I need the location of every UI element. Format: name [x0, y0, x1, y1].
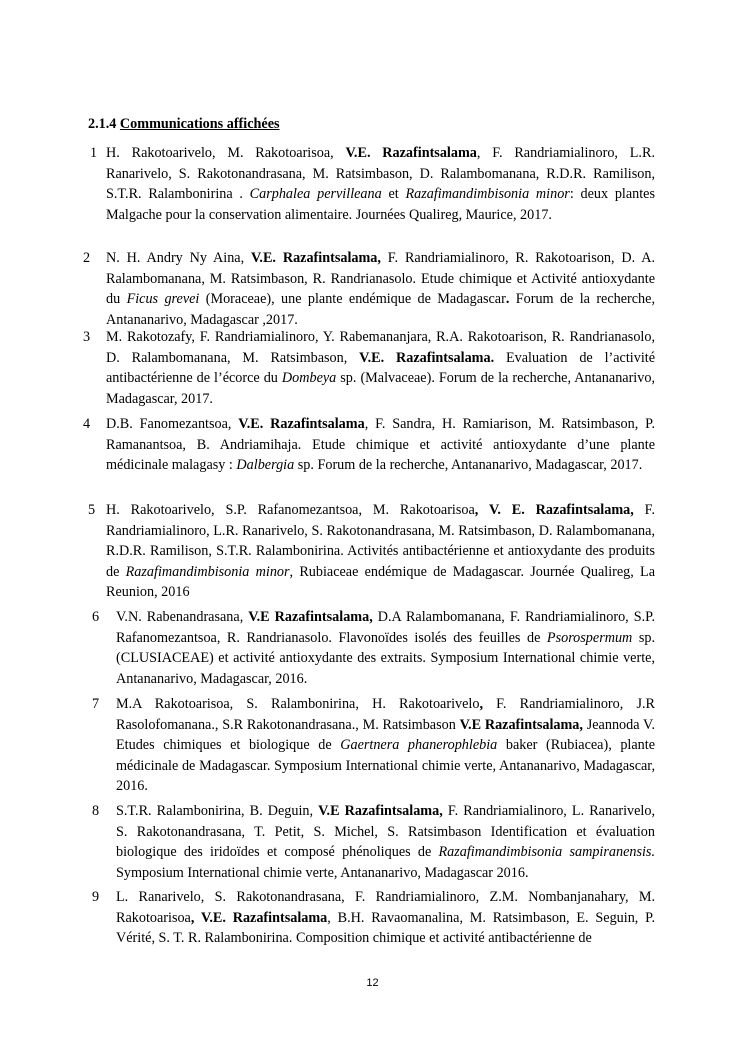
entry-text — [106, 414, 655, 476]
species-name: Razafimandimbisonia minor — [125, 563, 290, 580]
entry-text-run: baker (Rubiacea), plante médicinale de Madagascar. Symposium International chimie verte, Antananarivo, Madagascar, 2016. — [116, 737, 656, 794]
section-number: 2.1.4 — [88, 116, 117, 132]
entry-text-run: Symposium International chimie verte, Antananarivo, Madagascar 2016. — [116, 864, 529, 881]
entry-text-run: , Rubiaceae endémique de Madagascar. Journée Qualireg, La Reunion, 2016 — [106, 563, 655, 600]
author-highlight: V.E. Razafintsalama, — [251, 250, 381, 266]
entry-text-run: Jeannoda V. Etudes chimiques et biologique de — [116, 716, 656, 753]
entry-text-run: sp. (Malvaceae). Forum de la recherche, Antananarivo, Madagascar, 2017. — [106, 370, 655, 407]
species-name: Psorospermum — [546, 629, 633, 646]
entry-text — [106, 248, 655, 330]
entry-text-run: , F. Sandra, H. Ramiarison, M. Ratsimbason, P. Ramanantsoa, B. Andriamihaja. Etude chimique et activité antioxydante d’une plante médicinale malagasy : — [106, 416, 655, 473]
entry-text-run: : deux plantes Malgache pour la conservation alimentaire. Journées Qualireg, Maurice, 2017. — [106, 186, 655, 223]
section-heading — [88, 116, 280, 133]
entry-text-run: sp. (CLUSIACEAE) et activité antioxydante des extraits. Symposium International chimie verte, Antananarivo, Madagascar, 2016. — [116, 629, 655, 687]
author-highlight: V.E. Razafintsalama — [238, 416, 365, 432]
entry-text-run: (Moraceae), une plante endémique de Madagascar — [199, 291, 506, 307]
author-highlight: V.E Razafintsalama, — [459, 716, 583, 733]
entry-text-run: M.A Rakotoarisoa, S. Ralambonirina, H. Rakotoarivelo — [116, 696, 480, 712]
page-number: 12 — [366, 977, 379, 989]
entry-number: 4 — [83, 416, 91, 432]
entry-text-run: F. Randriamialinoro, R. Rakotoarison, D. A. Ralambomanana, M. Ratsimbason, R. Randrianasolo. Etude chimique et Activité antioxydante du — [106, 250, 655, 307]
entry-text-run: F. Randriamialinoro, L.R. Ranarivelo, S. Rakotonandrasana, M. Ratsimbason, D. Ralambomanana, R.D.R. Ramilison, S.T.R. Ralambonirina. Activités antibactérienne et antioxydante des produits de — [106, 502, 655, 580]
entry-number: 2 — [83, 250, 91, 266]
species-name: Carphalea pervilleana — [249, 186, 382, 202]
entry-text-run: N. H. Andry Ny Aina, — [106, 250, 251, 266]
entry-text-run: V.N. Rabenandrasana, — [116, 609, 249, 625]
entry-number: 5 — [88, 502, 96, 518]
entry-text-run: M. Rakotozafy, F. Randriamialinoro, Y. Rabemananjara, R.A. Rakotoarison, R. Randrianasolo, D. Ralambomanana, M. Ratsimbason, — [106, 329, 655, 366]
entry-number: 9 — [92, 889, 100, 905]
entry-text-run: S.T.R. Ralambonirina, B. Deguin, — [116, 803, 319, 819]
entry-number: 7 — [92, 696, 100, 712]
author-highlight: , V.E. Razafintsalama — [190, 909, 328, 926]
entry-number: 1 — [90, 145, 98, 161]
entry-text-run: H. Rakotoarivelo, M. Rakotoarisoa, — [106, 145, 346, 161]
author-highlight: V.E. Razafintsalama — [345, 145, 477, 161]
author-highlight: V.E. Razafintsalama. — [359, 349, 495, 366]
entry-text-run: F. Randriamialinoro, J.R Rasolofomanana., S.R Rakotonandrasana., M. Ratsimbason — [116, 696, 655, 733]
species-name: Dalbergia — [236, 457, 295, 473]
entry-text-run: D.A Ralambomanana, F. Randriamialinoro, S.P. Rafanomezantsoa, R. Randrianasolo. Flavonoïdes isolés des feuilles de — [116, 609, 655, 646]
section-title: Communications affichées — [119, 116, 280, 132]
entry-text-run: sp. Forum de la recherche, Antananarivo, Madagascar, 2017. — [294, 457, 643, 473]
entry-text-run: , F. Randriamialinoro, L.R. Ranarivelo, S. Rakotonandrasana, M. Ratsimbason, D. Ralambomanana, R.D.R. Ramilison, S.T.R. Ralambonirina . — [106, 145, 655, 202]
entry-text — [116, 801, 655, 883]
species-name: Dombeya — [281, 370, 337, 386]
species-name: Gaertnera phanerophlebia — [340, 737, 498, 753]
entry-text-run: Forum de la recherche, Antananarivo, Madagascar ,2017. — [106, 291, 655, 328]
entry-number: 6 — [92, 609, 100, 625]
author-highlight: , V. E. Razafintsalama, — [474, 502, 634, 518]
species-name: Razafimandimbisonia sampiranensis. — [438, 844, 655, 860]
entry-text — [116, 887, 655, 949]
species-name: Ficus grevei — [126, 291, 200, 307]
entry-text-run: F. Randriamialinoro, L. Ranarivelo, S. Rakotonandrasana, T. Petit, S. Michel, S. Ratsimbason Identification et évaluation biologique des iridoïdes et composé phénoliques de — [116, 803, 656, 860]
entry-number: 3 — [83, 329, 91, 345]
entry-text — [106, 327, 655, 409]
entry-text-run: Evaluation de l’activité antibactérienne de l’écorce du — [106, 349, 655, 386]
author-highlight: , — [479, 696, 483, 712]
entry-text — [106, 500, 655, 603]
author-highlight: V.E Razafintsalama, — [248, 609, 373, 625]
entry-text-run: H. Rakotoarivelo, S.P. Rafanomezantsoa, M. Rakotoarisoa — [106, 502, 475, 518]
entry-text — [116, 607, 655, 689]
entry-text — [106, 143, 655, 225]
author-highlight: . — [505, 291, 510, 307]
entry-text-run: et — [381, 186, 406, 202]
species-name: Razafimandimbisonia minor — [405, 186, 570, 202]
entry-text-run: , B.H. Ravaomanalina, M. Ratsimbason, E. Seguin, P. Vérité, S. T. R. Ralambonirina. Composition chimique et activité antibactérienne de — [116, 909, 655, 946]
author-highlight: V.E Razafintsalama, — [318, 803, 443, 819]
entry-text — [116, 694, 655, 797]
entry-text-run: L. Ranarivelo, S. Rakotonandrasana, F. Randriamialinoro, Z.M. Nombanjanahary, M. Rakotoarisoa — [116, 889, 655, 926]
entry-text-run: D.B. Fanomezantsoa, — [106, 416, 239, 432]
entry-number: 8 — [92, 803, 100, 819]
